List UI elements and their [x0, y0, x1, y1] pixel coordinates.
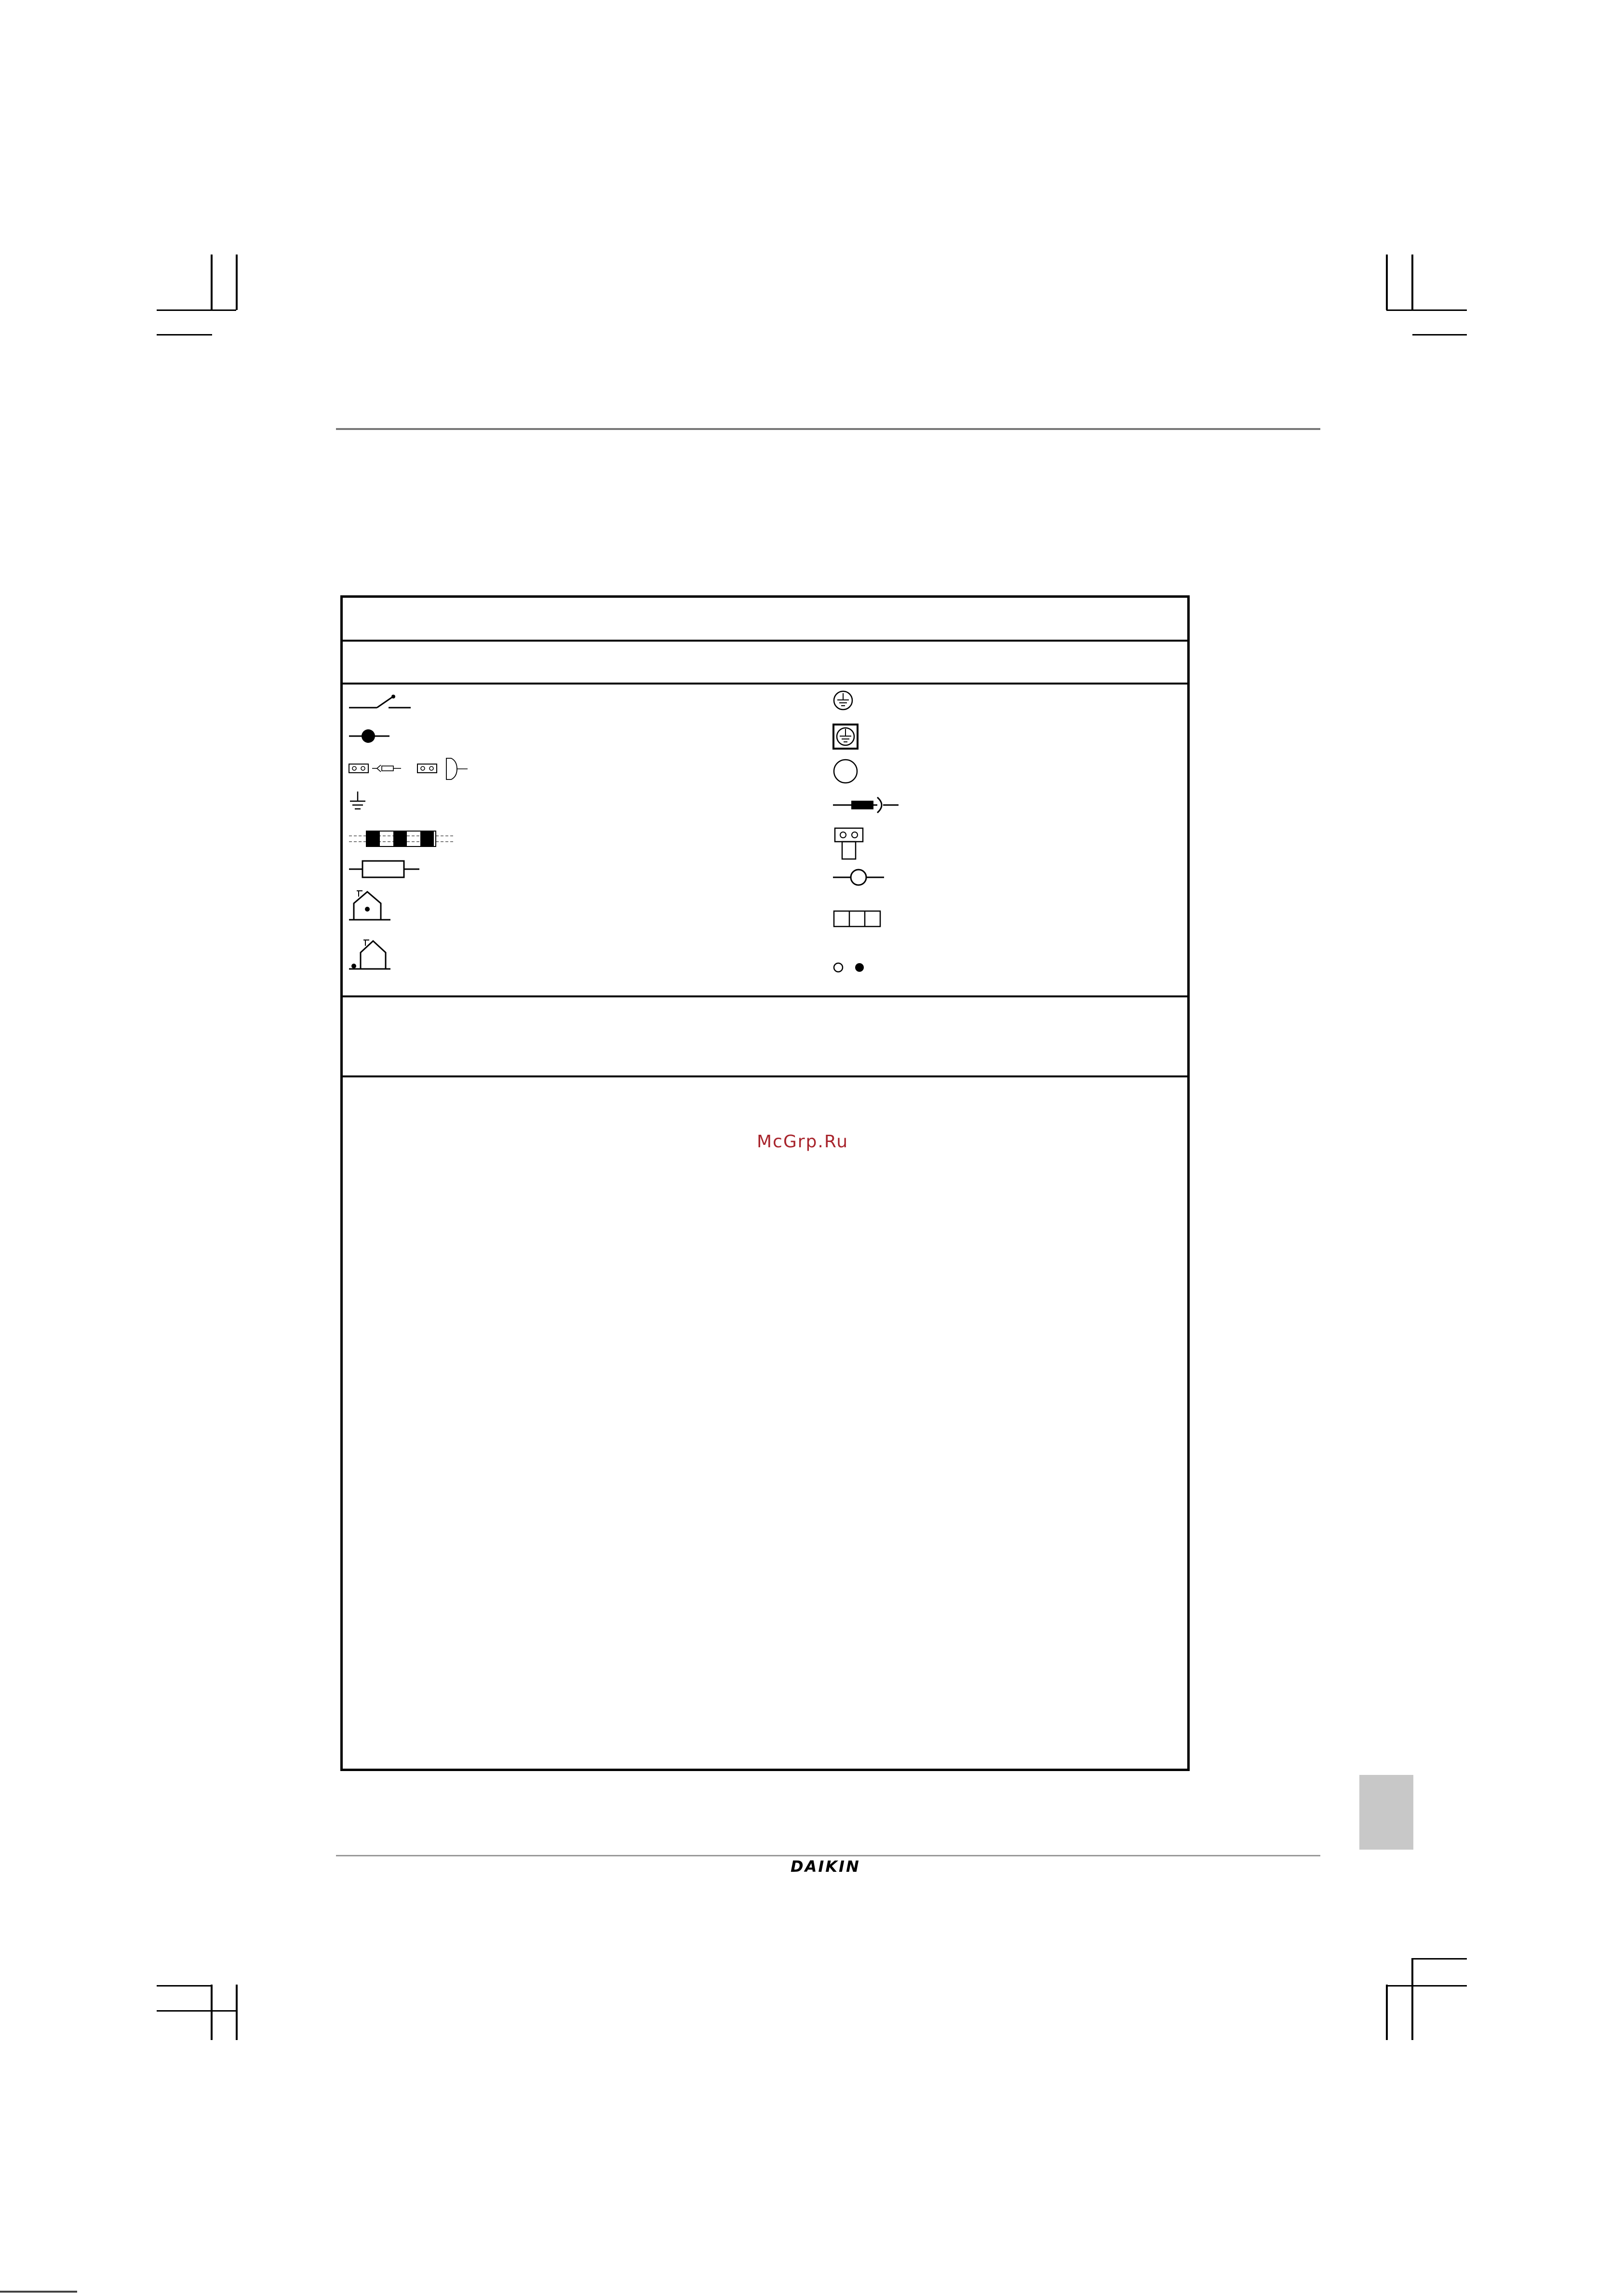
table-divider: [343, 1075, 1187, 1077]
noiseless-earth-icon: [832, 723, 859, 750]
terminal-circle-icon: [832, 758, 859, 785]
crop-mark: [157, 2010, 236, 2012]
outdoor-field-wiring-icon: [348, 937, 391, 971]
terminal-relay-icon: [832, 867, 885, 888]
fuse-icon: [348, 857, 420, 881]
crop-mark: [1386, 1985, 1467, 1987]
crop-mark: [211, 255, 213, 310]
jumper-connector-icon: [832, 825, 866, 864]
crop-mark: [157, 1985, 212, 1987]
crop-mark: [236, 255, 238, 310]
crop-mark: [1386, 1985, 1388, 2040]
footer-rule: [336, 1855, 1320, 1856]
table-divider: [343, 640, 1187, 642]
crop-mark: [157, 334, 212, 336]
header-rule: [336, 428, 1320, 430]
indoor-field-wiring-icon: [348, 888, 391, 922]
watermark: McGrp.Ru: [757, 1132, 849, 1152]
terminal-strip-icon: [832, 909, 882, 928]
crop-mark: [211, 1985, 213, 2040]
crop-mark: [236, 1985, 238, 2040]
section-tab: [1359, 1775, 1413, 1850]
crop-mark: [1386, 309, 1467, 311]
crop-mark: [1411, 1958, 1413, 2040]
table-divider: [343, 683, 1187, 685]
terminal-dots-icon: [832, 960, 866, 975]
pcb-connector-icon: [832, 794, 899, 816]
print-mark: [0, 2291, 77, 2293]
ferrite-core-icon: [348, 829, 454, 848]
crop-mark: [1412, 334, 1467, 336]
table-divider: [343, 995, 1187, 997]
brand-logo: DAIKIN: [791, 1857, 860, 1876]
crop-mark: [1386, 255, 1388, 310]
protective-earth-icon: [832, 689, 854, 712]
crop-mark: [1412, 1958, 1467, 1960]
crop-mark: [157, 309, 236, 311]
connector-plug-icon: [348, 754, 469, 783]
crop-mark: [1411, 255, 1413, 310]
ground-icon: [348, 791, 367, 812]
connection-dot-icon: [348, 725, 391, 747]
switch-icon: [348, 693, 416, 712]
